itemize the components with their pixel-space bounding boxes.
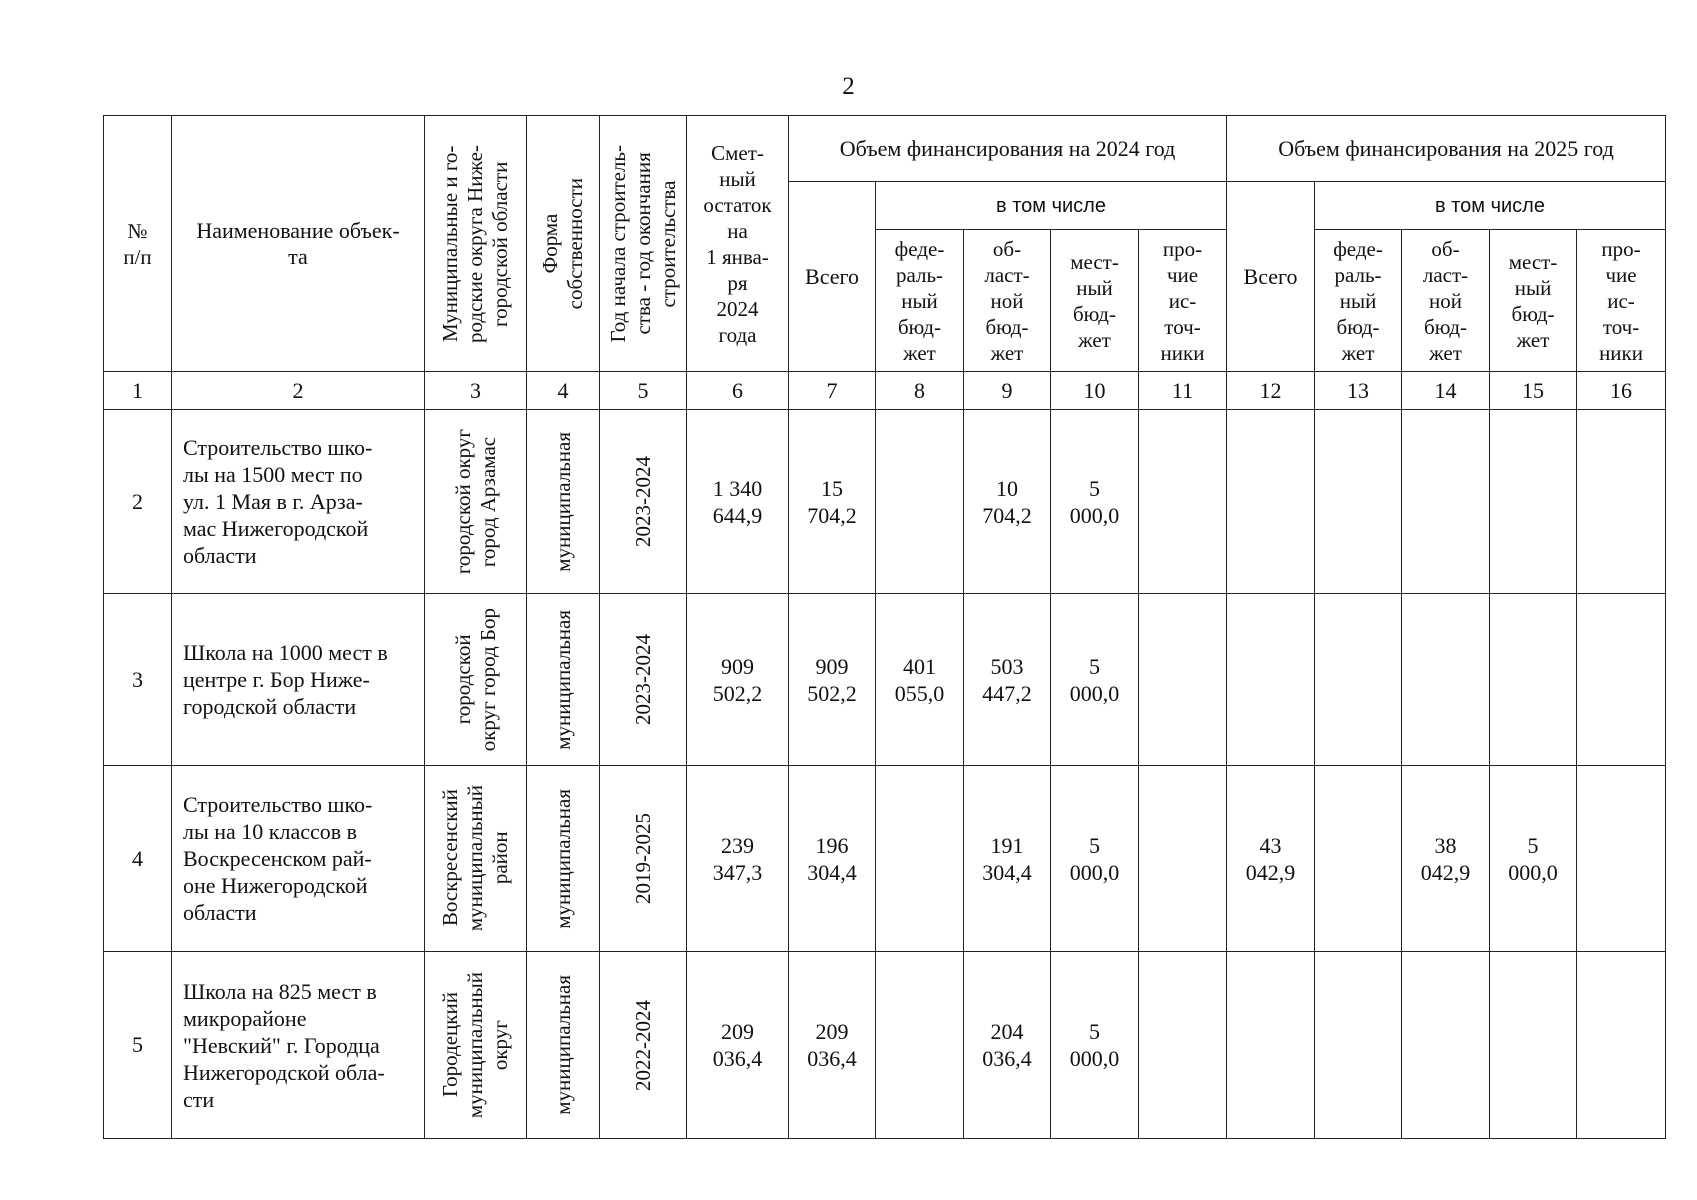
column-number: 12 bbox=[1227, 372, 1315, 410]
header-years-text: Год начала строитель- ства - год окончания строительства bbox=[605, 144, 680, 343]
federal-2025-cell bbox=[1315, 410, 1402, 594]
total-2025-cell bbox=[1227, 410, 1315, 594]
other-2025-cell bbox=[1577, 410, 1666, 594]
remainder-cell: 209 036,4 bbox=[687, 952, 789, 1139]
header-including-2025: в том числе bbox=[1315, 182, 1666, 230]
column-number: 7 bbox=[789, 372, 876, 410]
column-number: 13 bbox=[1315, 372, 1402, 410]
column-number: 14 bbox=[1402, 372, 1490, 410]
total-2024-cell: 209 036,4 bbox=[789, 952, 876, 1139]
other-2024-cell bbox=[1139, 410, 1227, 594]
federal-2025-cell bbox=[1315, 766, 1402, 952]
total-2025-cell bbox=[1227, 594, 1315, 766]
header-municipality-text: Муниципальные и го- родские округа Ниже- городской области bbox=[438, 144, 512, 343]
financing-table bbox=[103, 115, 1666, 1139]
municipality-text: городской округ город Бор bbox=[450, 607, 500, 752]
municipality-cell bbox=[425, 410, 527, 594]
header-total-2025: Всего bbox=[1227, 182, 1315, 372]
local-2024-cell: 5 000,0 bbox=[1051, 594, 1139, 766]
ownership-text: муниципальная bbox=[550, 975, 575, 1115]
years-cell bbox=[600, 410, 687, 594]
row-num: 5 bbox=[104, 952, 172, 1139]
header-federal-2025: феде- раль- ный бюд- жет bbox=[1315, 230, 1402, 372]
remainder-cell: 1 340 644,9 bbox=[687, 410, 789, 594]
regional-2025-cell: 38 042,9 bbox=[1402, 766, 1490, 952]
total-2025-cell: 43 042,9 bbox=[1227, 766, 1315, 952]
header-other-2024: про- чие ис- точ- ники bbox=[1139, 230, 1227, 372]
header-fin-2024: Объем финансирования на 2024 год bbox=[789, 116, 1227, 182]
municipality-text: Городецкий муниципальный округ bbox=[438, 971, 512, 1119]
years-text: 2023-2024 bbox=[630, 634, 655, 725]
federal-2024-cell bbox=[876, 766, 964, 952]
object-name: Строительство шко- лы на 1500 мест по ул. 1 Мая в г. Арза- мас Нижегородской области bbox=[172, 410, 425, 594]
local-2025-cell bbox=[1490, 952, 1577, 1139]
row-num: 4 bbox=[104, 766, 172, 952]
header-regional-2024: об- ласт- ной бюд- жет bbox=[964, 230, 1051, 372]
local-2024-cell: 5 000,0 bbox=[1051, 766, 1139, 952]
municipality-cell bbox=[425, 766, 527, 952]
table-row bbox=[104, 766, 1666, 952]
regional-2025-cell bbox=[1402, 410, 1490, 594]
remainder-cell: 909 502,2 bbox=[687, 594, 789, 766]
header-regional-2025: об- ласт- ной бюд- жет bbox=[1402, 230, 1490, 372]
column-number: 16 bbox=[1577, 372, 1666, 410]
header-total-2024: Всего bbox=[789, 182, 876, 372]
regional-2025-cell bbox=[1402, 594, 1490, 766]
regional-2024-cell: 10 704,2 bbox=[964, 410, 1051, 594]
header-ownership-text: Форма собственности bbox=[538, 177, 587, 310]
ownership-cell bbox=[527, 952, 600, 1139]
federal-2024-cell bbox=[876, 952, 964, 1139]
column-number: 5 bbox=[600, 372, 687, 410]
header-other-2025: про- чие ис- точ- ники bbox=[1577, 230, 1666, 372]
header-fin-2025: Объем финансирования на 2025 год bbox=[1227, 116, 1666, 182]
other-2025-cell bbox=[1577, 766, 1666, 952]
other-2025-cell bbox=[1577, 952, 1666, 1139]
column-number: 10 bbox=[1051, 372, 1139, 410]
header-num: № п/п bbox=[104, 116, 172, 372]
regional-2025-cell bbox=[1402, 952, 1490, 1139]
header-years bbox=[600, 116, 687, 372]
column-number: 6 bbox=[687, 372, 789, 410]
ownership-cell bbox=[527, 594, 600, 766]
local-2024-cell: 5 000,0 bbox=[1051, 410, 1139, 594]
object-name: Строительство шко- лы на 10 классов в Воскресенском рай- оне Нижегородской области bbox=[172, 766, 425, 952]
header-ownership bbox=[527, 116, 600, 372]
column-number: 15 bbox=[1490, 372, 1577, 410]
ownership-cell bbox=[527, 410, 600, 594]
other-2024-cell bbox=[1139, 594, 1227, 766]
column-number: 8 bbox=[876, 372, 964, 410]
header-including-2024: в том числе bbox=[876, 182, 1227, 230]
object-name: Школа на 825 мест в микрорайоне "Невский" г. Городца Нижегородской обла- сти bbox=[172, 952, 425, 1139]
regional-2024-cell: 191 304,4 bbox=[964, 766, 1051, 952]
page-number: 2 bbox=[842, 73, 855, 100]
header-federal-2024: феде- раль- ный бюд- жет bbox=[876, 230, 964, 372]
regional-2024-cell: 204 036,4 bbox=[964, 952, 1051, 1139]
row-num: 3 bbox=[104, 594, 172, 766]
regional-2024-cell: 503 447,2 bbox=[964, 594, 1051, 766]
local-2025-cell: 5 000,0 bbox=[1490, 766, 1577, 952]
column-number: 1 bbox=[104, 372, 172, 410]
other-2025-cell bbox=[1577, 594, 1666, 766]
other-2024-cell bbox=[1139, 766, 1227, 952]
header-local-2024: мест- ный бюд- жет bbox=[1051, 230, 1139, 372]
column-number: 9 bbox=[964, 372, 1051, 410]
total-2024-cell: 15 704,2 bbox=[789, 410, 876, 594]
header-municipality bbox=[425, 116, 527, 372]
local-2025-cell bbox=[1490, 594, 1577, 766]
municipality-text: Воскресенский муниципальный район bbox=[438, 785, 512, 932]
federal-2025-cell bbox=[1315, 952, 1402, 1139]
federal-2024-cell bbox=[876, 410, 964, 594]
municipality-cell bbox=[425, 594, 527, 766]
years-text: 2022-2024 bbox=[630, 999, 655, 1091]
other-2024-cell bbox=[1139, 952, 1227, 1139]
header-remainder: Смет- ный остаток на 1 янва- ря 2024 года bbox=[687, 116, 789, 372]
column-number: 11 bbox=[1139, 372, 1227, 410]
column-number: 3 bbox=[425, 372, 527, 410]
municipality-cell bbox=[425, 952, 527, 1139]
ownership-text: муниципальная bbox=[550, 788, 575, 929]
federal-2024-cell: 401 055,0 bbox=[876, 594, 964, 766]
total-2024-cell: 196 304,4 bbox=[789, 766, 876, 952]
total-2024-cell: 909 502,2 bbox=[789, 594, 876, 766]
row-num: 2 bbox=[104, 410, 172, 594]
ownership-cell bbox=[527, 766, 600, 952]
column-number: 2 bbox=[172, 372, 425, 410]
years-cell bbox=[600, 594, 687, 766]
table-row bbox=[104, 594, 1666, 766]
local-2025-cell bbox=[1490, 410, 1577, 594]
years-text: 2023-2024 bbox=[630, 456, 655, 547]
total-2025-cell bbox=[1227, 952, 1315, 1139]
federal-2025-cell bbox=[1315, 594, 1402, 766]
local-2024-cell: 5 000,0 bbox=[1051, 952, 1139, 1139]
ownership-text: муниципальная bbox=[550, 609, 575, 750]
years-cell bbox=[600, 952, 687, 1139]
header-local-2025: мест- ный бюд- жет bbox=[1490, 230, 1577, 372]
column-number-row bbox=[104, 372, 1666, 410]
ownership-text: муниципальная bbox=[550, 431, 575, 572]
years-text: 2019-2025 bbox=[630, 813, 655, 904]
table-row bbox=[104, 952, 1666, 1139]
object-name: Школа на 1000 мест в центре г. Бор Ниже- городской области bbox=[172, 594, 425, 766]
column-number: 4 bbox=[527, 372, 600, 410]
table-row bbox=[104, 410, 1666, 594]
municipality-text: городской округ город Арзамас bbox=[450, 428, 500, 575]
header-name: Наименование объек- та bbox=[172, 116, 425, 372]
years-cell bbox=[600, 766, 687, 952]
remainder-cell: 239 347,3 bbox=[687, 766, 789, 952]
